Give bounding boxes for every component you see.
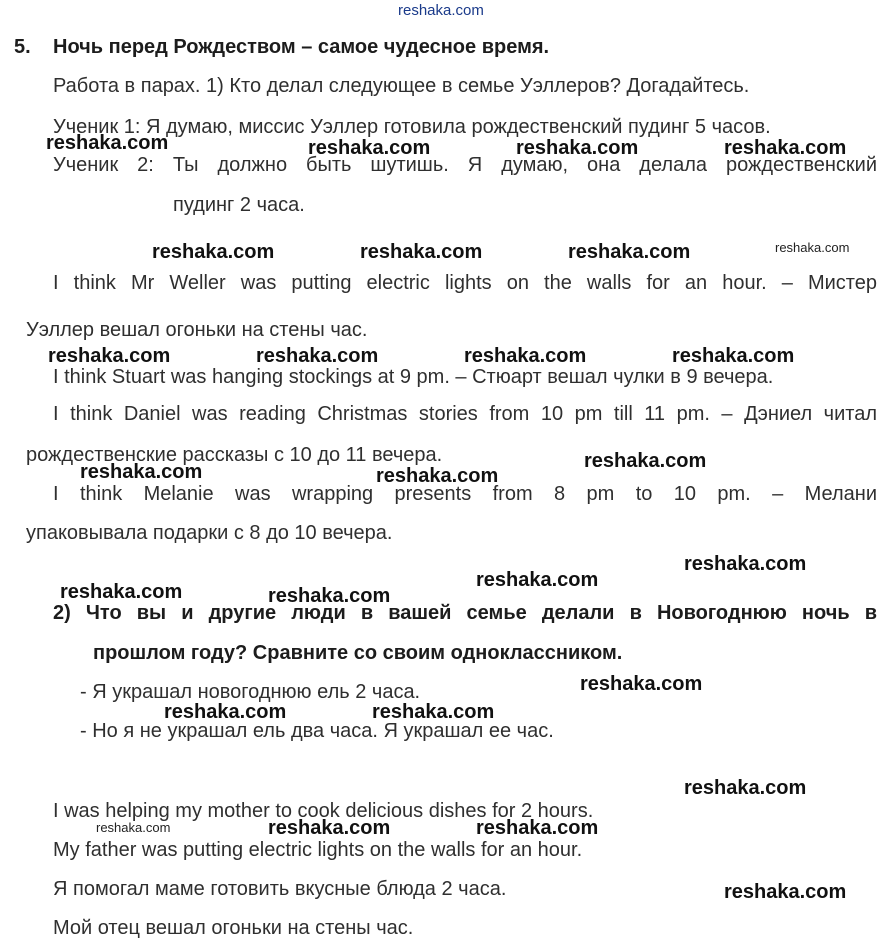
dialog-line-1: - Я украшал новогоднюю ель 2 часа. bbox=[80, 681, 421, 703]
watermark: reshaka.com bbox=[464, 345, 587, 367]
watermark: reshaka.com bbox=[164, 701, 287, 723]
watermark: reshaka.com bbox=[568, 241, 691, 263]
watermark: reshaka.com bbox=[476, 569, 599, 591]
answer-1-line1: I think Mr Weller was putting electric lights on the walls for an hour. – Мистер bbox=[53, 272, 877, 294]
watermark: reshaka.com bbox=[48, 345, 171, 367]
watermark: reshaka.com bbox=[256, 345, 379, 367]
watermark: reshaka.com bbox=[308, 137, 431, 159]
sentence-4: Мой отец вешал огоньки на стены час. bbox=[53, 917, 414, 939]
student2-line1: Ученик 2: Ты должно быть шутишь. Я думаю, она делала рождественский bbox=[53, 154, 877, 176]
dialog-line-2: - Но я не украшал ель два часа. Я украшал ее час. bbox=[80, 720, 554, 742]
task2-title-line1: 2) Что вы и другие люди в вашей семье делали в Новогоднюю ночь в bbox=[53, 602, 877, 624]
answer-4-line1: I think Melanie was wrapping presents from 8 pm to 10 pm. – Мелани bbox=[53, 483, 877, 505]
watermark: reshaka.com bbox=[360, 241, 483, 263]
answer-4-line2: упаковывала подарки с 8 до 10 вечера. bbox=[26, 522, 393, 544]
sentence-3: Я помогал маме готовить вкусные блюда 2 часа. bbox=[53, 878, 507, 900]
watermark-small: reshaka.com bbox=[775, 240, 850, 255]
watermark: reshaka.com bbox=[152, 241, 275, 263]
task1-intro: Работа в парах. 1) Кто делал следующее в семье Уэллеров? Догадайтесь. bbox=[53, 75, 750, 97]
student1-line: Ученик 1: Я думаю, миссис Уэллер готовила рождественский пудинг 5 часов. bbox=[53, 116, 771, 138]
watermark: reshaka.com bbox=[268, 817, 391, 839]
watermark: reshaka.com bbox=[724, 137, 847, 159]
answer-1-line2: Уэллер вешал огоньки на стены час. bbox=[26, 319, 368, 341]
watermark-small: reshaka.com bbox=[96, 820, 171, 835]
answer-3-line2: рождественские рассказы с 10 до 11 вечера. bbox=[26, 444, 443, 466]
watermark: reshaka.com bbox=[580, 673, 703, 695]
sentence-2: My father was putting electric lights on the walls for an hour. bbox=[53, 839, 583, 861]
watermark: reshaka.com bbox=[724, 881, 847, 903]
student2-line2: пудинг 2 часа. bbox=[173, 194, 305, 216]
watermark: reshaka.com bbox=[372, 701, 495, 723]
site-header-watermark: reshaka.com bbox=[398, 2, 484, 19]
exercise-title: Ночь перед Рождеством – самое чудесное время. bbox=[53, 36, 550, 58]
answer-2-line1: I think Stuart was hanging stockings at 9 pm. – Стюарт вешал чулки в 9 вечера. bbox=[53, 366, 774, 388]
watermark: reshaka.com bbox=[684, 777, 807, 799]
watermark: reshaka.com bbox=[268, 585, 391, 607]
watermark: reshaka.com bbox=[584, 450, 707, 472]
watermark: reshaka.com bbox=[376, 465, 499, 487]
watermark: reshaka.com bbox=[60, 581, 183, 603]
watermark: reshaka.com bbox=[672, 345, 795, 367]
watermark: reshaka.com bbox=[684, 553, 807, 575]
watermark: reshaka.com bbox=[80, 461, 203, 483]
exercise-number: 5. bbox=[14, 36, 31, 58]
answer-3-line1: I think Daniel was reading Christmas stories from 10 pm till 11 pm. – Дэниел читал bbox=[53, 403, 877, 425]
watermark: reshaka.com bbox=[516, 137, 639, 159]
task2-title-line2: прошлом году? Сравните со своим одноклассником. bbox=[93, 642, 623, 664]
watermark: reshaka.com bbox=[476, 817, 599, 839]
sentence-1: I was helping my mother to cook delicious dishes for 2 hours. bbox=[53, 800, 594, 822]
watermark: reshaka.com bbox=[46, 132, 169, 154]
